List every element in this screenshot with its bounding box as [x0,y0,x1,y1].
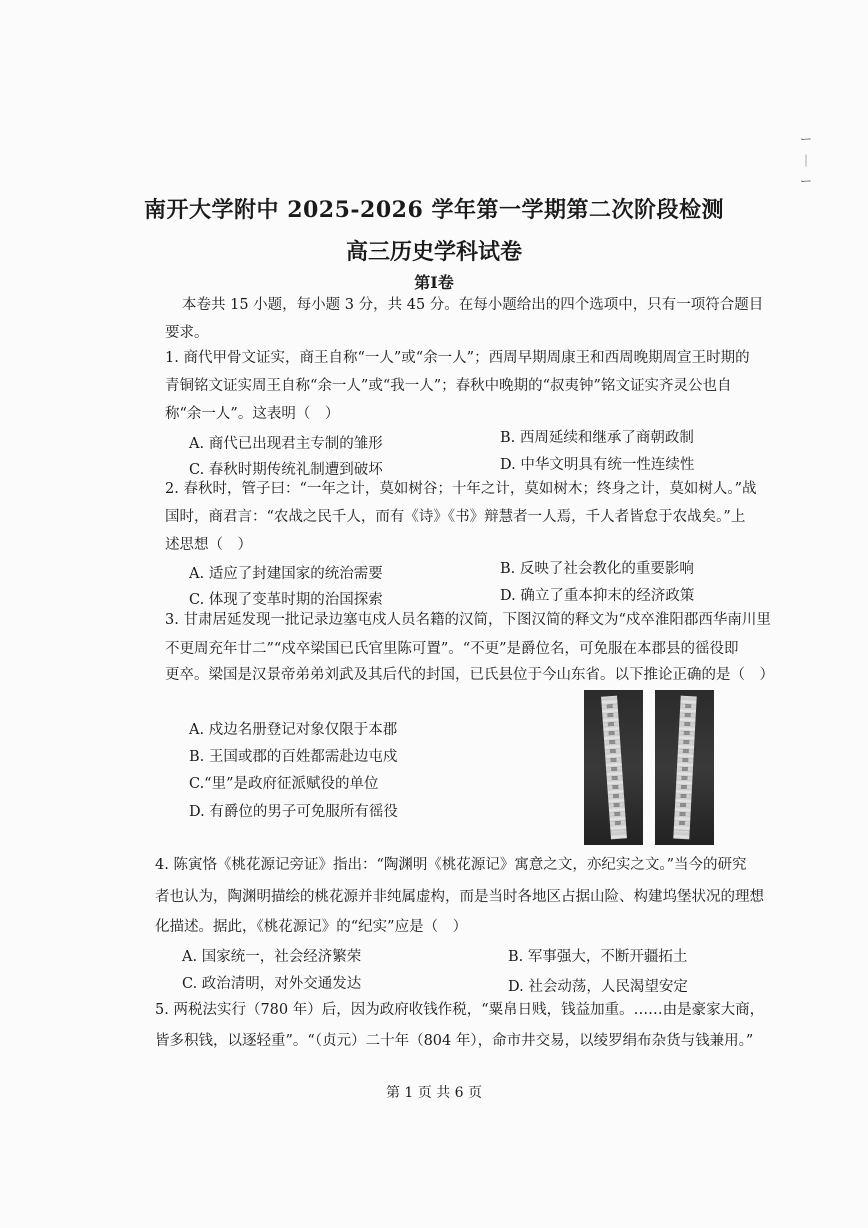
q4-stem-line: 4. 陈寅恪《桃花源记旁证》指出：“陶渊明《桃花源记》寓意之文，亦纪实之文。”当今的研究 [155,857,747,873]
q3-option-a: A. 戍边名册登记对象仅限于本郡 [189,722,398,738]
q2-stem-line: 国时，商君言：“农战之民千人，而有《诗》《书》辩慧者一人焉，千人者皆怠于农战矣。”上 [165,509,746,525]
q1-option-c: C. 春秋时期传统礼制遭到破坏 [189,462,383,478]
bamboo-slip-image [655,690,714,845]
q1-option-a: A. 商代已出现君主专制的雏形 [189,436,383,452]
exam-subtitle: 高三历史学科试卷 [345,239,522,265]
q1-stem-line: 青铜铭文证实周王自称“余一人”或“我一人”；春秋中晚期的“叔夷钟”铭文证实齐灵公也自 [165,378,732,394]
page-footer: 第 1 页 共 6 页 [385,1085,483,1101]
q1-stem-line: 1. 商代甲骨文证实，商王自称“一人”或“余一人”；西周早期周康王和西周晚期周宣王时期的 [165,350,750,366]
q1-option-d: D. 中华文明具有统一性连续性 [500,457,695,473]
q1-option-b: B. 西周延续和继承了商朝政制 [500,430,694,446]
q4-option-d: D. 社会动荡，人民渴望安定 [508,979,688,995]
margin-mark: ー [800,132,813,146]
q3-stem-line: 不更周充年廿二”“戍卒梁国已氏官里陈可置”。“不更”是爵位名，可免服在本郡县的徭役即 [165,641,739,657]
q3-option-c: C.“里”是政府征派赋役的单位 [189,776,379,792]
q2-option-b: B. 反映了社会教化的重要影响 [500,561,694,577]
q5-stem-line: 皆多积钱，以逐轻重”。“（贞元）二十年（804 年），命市井交易，以绫罗绢布杂货与钱兼用。” [155,1033,754,1049]
q2-option-c: C. 体现了变革时期的治国探索 [189,592,383,608]
q2-stem-line: 述思想（ ） [165,537,252,553]
margin-mark: ー [800,174,813,188]
section-heading: 第Ⅰ卷 [414,273,454,292]
q2-option-d: D. 确立了重本抑末的经济政策 [500,588,695,604]
q4-option-b: B. 军事强大，不断开疆拓土 [508,949,688,965]
q4-stem-line: 化描述。据此，《桃花源记》的“纪实”应是（ ） [155,919,468,935]
q4-stem-line: 者也认为，陶渊明描绘的桃花源并非纯属虚构，而是当时各地区占据山险、构建坞堡状况的理想 [155,889,764,905]
q1-stem-line: 称“余一人”。这表明（ ） [165,406,340,422]
instructions-line: 本卷共 15 小题，每小题 3 分，共 45 分。在每小题给出的四个选项中，只有一项符合题目 [182,297,764,313]
exam-title: 南开大学附中 2025-2026 学年第一学期第二次阶段检测 [144,197,724,223]
q3-option-d: D. 有爵位的男子可免服所有徭役 [189,804,398,820]
q4-option-c: C. 政治清明，对外交通发达 [182,976,362,992]
bamboo-slip-image [584,690,643,845]
q2-option-a: A. 适应了封建国家的统治需要 [189,566,383,582]
margin-mark: ｜ [800,154,813,168]
q3-stem-line: 更卒。梁国是汉景帝弟弟刘武及其后代的封国，已氏县位于今山东省。以下推论正确的是（ ） [165,667,774,683]
q4-option-a: A. 国家统一，社会经济繁荣 [182,949,362,965]
han-bamboo-slips-photo [584,690,714,845]
q5-stem-line: 5. 两税法实行（780 年）后，因为政府收钱作税，“粟帛日贱，钱益加重。……由是豪家大商， [155,1002,765,1018]
q3-stem-line: 3. 甘肃居延发现一批记录边塞屯戍人员名籍的汉简，下图汉简的释文为“戍卒淮阳郡西华南川里 [165,612,771,628]
q2-stem-line: 2. 春秋时，管子曰：“一年之计，莫如树谷；十年之计，莫如树木；终身之计，莫如树人。”战 [165,481,757,497]
q3-option-b: B. 王国或郡的百姓都需赴边屯戍 [189,749,398,765]
instructions-line: 要求。 [165,325,209,341]
